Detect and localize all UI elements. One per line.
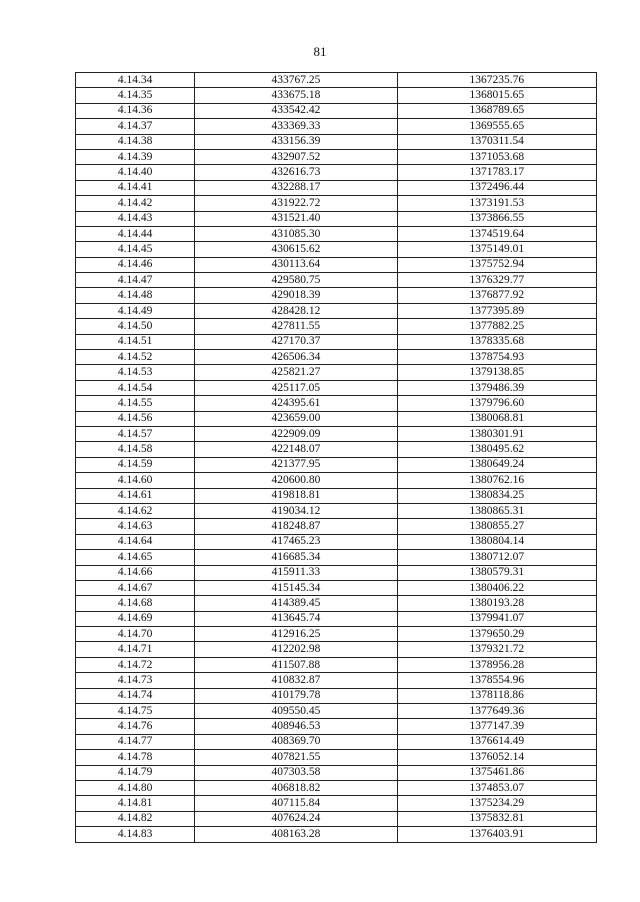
point-id-cell: 4.14.63 [76,519,195,534]
table-row [76,827,597,842]
y-coordinate-cell: 1380804.14 [397,534,596,549]
x-coordinate-cell: 412916.25 [195,627,397,642]
table-row [76,242,597,257]
y-coordinate-cell: 1379321.72 [397,642,596,657]
point-id-cell: 4.14.62 [76,503,195,518]
y-coordinate-cell: 1375832.81 [397,811,596,826]
table-row [76,673,597,688]
x-coordinate-cell: 416685.34 [195,550,397,565]
x-coordinate-cell: 410179.78 [195,688,397,703]
table-row [76,226,597,241]
point-id-cell: 4.14.54 [76,380,195,395]
table-row [76,765,597,780]
coordinates-table-body [76,73,597,843]
table-row [76,657,597,672]
point-id-cell: 4.14.53 [76,365,195,380]
x-coordinate-cell: 432907.52 [195,149,397,164]
table-row [76,334,597,349]
x-coordinate-cell: 427811.55 [195,319,397,334]
point-id-cell: 4.14.47 [76,273,195,288]
y-coordinate-cell: 1380834.25 [397,488,596,503]
y-coordinate-cell: 1373191.53 [397,196,596,211]
point-id-cell: 4.14.73 [76,673,195,688]
table-row [76,642,597,657]
x-coordinate-cell: 433675.18 [195,88,397,103]
y-coordinate-cell: 1376052.14 [397,750,596,765]
y-coordinate-cell: 1379486.39 [397,380,596,395]
x-coordinate-cell: 407624.24 [195,811,397,826]
x-coordinate-cell: 418248.87 [195,519,397,534]
x-coordinate-cell: 432288.17 [195,180,397,195]
point-id-cell: 4.14.44 [76,226,195,241]
y-coordinate-cell: 1371783.17 [397,165,596,180]
point-id-cell: 4.14.41 [76,180,195,195]
point-id-cell: 4.14.76 [76,719,195,734]
table-row [76,565,597,580]
x-coordinate-cell: 407821.55 [195,750,397,765]
table-row [76,73,597,88]
table-row [76,288,597,303]
x-coordinate-cell: 413645.74 [195,611,397,626]
x-coordinate-cell: 407115.84 [195,796,397,811]
point-id-cell: 4.14.70 [76,627,195,642]
table-row [76,796,597,811]
table-row [76,580,597,595]
point-id-cell: 4.14.81 [76,796,195,811]
x-coordinate-cell: 433156.39 [195,134,397,149]
point-id-cell: 4.14.79 [76,765,195,780]
table-row [76,180,597,195]
point-id-cell: 4.14.65 [76,550,195,565]
x-coordinate-cell: 417465.23 [195,534,397,549]
x-coordinate-cell: 408369.70 [195,734,397,749]
y-coordinate-cell: 1380762.16 [397,473,596,488]
table-row [76,380,597,395]
table-row [76,134,597,149]
x-coordinate-cell: 409550.45 [195,704,397,719]
y-coordinate-cell: 1379138.85 [397,365,596,380]
x-coordinate-cell: 411507.88 [195,657,397,672]
x-coordinate-cell: 433767.25 [195,73,397,88]
y-coordinate-cell: 1377649.36 [397,704,596,719]
table-row [76,257,597,272]
table-row [76,273,597,288]
point-id-cell: 4.14.68 [76,596,195,611]
table-row [76,88,597,103]
y-coordinate-cell: 1380068.81 [397,411,596,426]
point-id-cell: 4.14.34 [76,73,195,88]
point-id-cell: 4.14.42 [76,196,195,211]
x-coordinate-cell: 427170.37 [195,334,397,349]
y-coordinate-cell: 1378118.86 [397,688,596,703]
point-id-cell: 4.14.72 [76,657,195,672]
point-id-cell: 4.14.74 [76,688,195,703]
point-id-cell: 4.14.46 [76,257,195,272]
point-id-cell: 4.14.80 [76,780,195,795]
y-coordinate-cell: 1371053.68 [397,149,596,164]
table-row [76,211,597,226]
point-id-cell: 4.14.67 [76,580,195,595]
y-coordinate-cell: 1375234.29 [397,796,596,811]
point-id-cell: 4.14.36 [76,103,195,118]
x-coordinate-cell: 410832.87 [195,673,397,688]
table-row [76,734,597,749]
table-row [76,704,597,719]
table-row [76,780,597,795]
point-id-cell: 4.14.51 [76,334,195,349]
point-id-cell: 4.14.78 [76,750,195,765]
y-coordinate-cell: 1376329.77 [397,273,596,288]
table-row [76,196,597,211]
coordinates-table [75,72,597,843]
table-row [76,396,597,411]
x-coordinate-cell: 408946.53 [195,719,397,734]
table-row [76,319,597,334]
x-coordinate-cell: 432616.73 [195,165,397,180]
point-id-cell: 4.14.35 [76,88,195,103]
y-coordinate-cell: 1375149.01 [397,242,596,257]
x-coordinate-cell: 414389.45 [195,596,397,611]
y-coordinate-cell: 1378335.68 [397,334,596,349]
point-id-cell: 4.14.66 [76,565,195,580]
x-coordinate-cell: 430615.62 [195,242,397,257]
y-coordinate-cell: 1380579.31 [397,565,596,580]
table-row [76,119,597,134]
y-coordinate-cell: 1380649.24 [397,457,596,472]
x-coordinate-cell: 408163.28 [195,827,397,842]
table-row [76,426,597,441]
table-row [76,488,597,503]
y-coordinate-cell: 1379650.29 [397,627,596,642]
x-coordinate-cell: 433369.33 [195,119,397,134]
table-row [76,550,597,565]
table-row [76,534,597,549]
point-id-cell: 4.14.75 [76,704,195,719]
table-row [76,627,597,642]
x-coordinate-cell: 415145.34 [195,580,397,595]
point-id-cell: 4.14.49 [76,303,195,318]
y-coordinate-cell: 1377395.89 [397,303,596,318]
y-coordinate-cell: 1375461.86 [397,765,596,780]
point-id-cell: 4.14.59 [76,457,195,472]
point-id-cell: 4.14.58 [76,442,195,457]
x-coordinate-cell: 426506.34 [195,350,397,365]
x-coordinate-cell: 412202.98 [195,642,397,657]
x-coordinate-cell: 430113.64 [195,257,397,272]
y-coordinate-cell: 1380865.31 [397,503,596,518]
table-row [76,519,597,534]
point-id-cell: 4.14.40 [76,165,195,180]
table-row [76,442,597,457]
y-coordinate-cell: 1370311.54 [397,134,596,149]
y-coordinate-cell: 1367235.76 [397,73,596,88]
x-coordinate-cell: 428428.12 [195,303,397,318]
point-id-cell: 4.14.39 [76,149,195,164]
x-coordinate-cell: 420600.80 [195,473,397,488]
y-coordinate-cell: 1368789.65 [397,103,596,118]
table-row [76,719,597,734]
y-coordinate-cell: 1379796.60 [397,396,596,411]
point-id-cell: 4.14.56 [76,411,195,426]
y-coordinate-cell: 1368015.65 [397,88,596,103]
x-coordinate-cell: 423659.00 [195,411,397,426]
point-id-cell: 4.14.52 [76,350,195,365]
table-row [76,611,597,626]
table-row [76,411,597,426]
table-row [76,457,597,472]
table-row [76,750,597,765]
point-id-cell: 4.14.61 [76,488,195,503]
y-coordinate-cell: 1372496.44 [397,180,596,195]
y-coordinate-cell: 1378754.93 [397,350,596,365]
x-coordinate-cell: 421377.95 [195,457,397,472]
y-coordinate-cell: 1375752.94 [397,257,596,272]
y-coordinate-cell: 1378554.96 [397,673,596,688]
x-coordinate-cell: 429018.39 [195,288,397,303]
point-id-cell: 4.14.45 [76,242,195,257]
table-row [76,596,597,611]
y-coordinate-cell: 1380495.62 [397,442,596,457]
x-coordinate-cell: 424395.61 [195,396,397,411]
point-id-cell: 4.14.48 [76,288,195,303]
point-id-cell: 4.14.82 [76,811,195,826]
x-coordinate-cell: 406818.82 [195,780,397,795]
y-coordinate-cell: 1377882.25 [397,319,596,334]
x-coordinate-cell: 431521.40 [195,211,397,226]
table-row [76,350,597,365]
x-coordinate-cell: 415911.33 [195,565,397,580]
x-coordinate-cell: 419818.81 [195,488,397,503]
point-id-cell: 4.14.38 [76,134,195,149]
table-row [76,149,597,164]
table-row [76,365,597,380]
table-row [76,503,597,518]
y-coordinate-cell: 1376877.92 [397,288,596,303]
point-id-cell: 4.14.64 [76,534,195,549]
point-id-cell: 4.14.37 [76,119,195,134]
point-id-cell: 4.14.83 [76,827,195,842]
x-coordinate-cell: 425117.05 [195,380,397,395]
point-id-cell: 4.14.57 [76,426,195,441]
y-coordinate-cell: 1378956.28 [397,657,596,672]
x-coordinate-cell: 419034.12 [195,503,397,518]
point-id-cell: 4.14.77 [76,734,195,749]
table-row [76,103,597,118]
point-id-cell: 4.14.50 [76,319,195,334]
point-id-cell: 4.14.55 [76,396,195,411]
x-coordinate-cell: 422148.07 [195,442,397,457]
x-coordinate-cell: 425821.27 [195,365,397,380]
x-coordinate-cell: 422909.09 [195,426,397,441]
y-coordinate-cell: 1369555.65 [397,119,596,134]
table-row [76,303,597,318]
y-coordinate-cell: 1379941.07 [397,611,596,626]
point-id-cell: 4.14.69 [76,611,195,626]
y-coordinate-cell: 1373866.55 [397,211,596,226]
x-coordinate-cell: 407303.58 [195,765,397,780]
x-coordinate-cell: 433542.42 [195,103,397,118]
y-coordinate-cell: 1374519.64 [397,226,596,241]
point-id-cell: 4.14.60 [76,473,195,488]
y-coordinate-cell: 1377147.39 [397,719,596,734]
x-coordinate-cell: 431085.30 [195,226,397,241]
table-row [76,165,597,180]
table-row [76,688,597,703]
y-coordinate-cell: 1376614.49 [397,734,596,749]
y-coordinate-cell: 1374853.07 [397,780,596,795]
y-coordinate-cell: 1380855.27 [397,519,596,534]
y-coordinate-cell: 1380712.07 [397,550,596,565]
y-coordinate-cell: 1380301.91 [397,426,596,441]
y-coordinate-cell: 1380193.28 [397,596,596,611]
table-row [76,811,597,826]
x-coordinate-cell: 431922.72 [195,196,397,211]
table-row [76,473,597,488]
y-coordinate-cell: 1380406.22 [397,580,596,595]
point-id-cell: 4.14.43 [76,211,195,226]
x-coordinate-cell: 429580.75 [195,273,397,288]
y-coordinate-cell: 1376403.91 [397,827,596,842]
point-id-cell: 4.14.71 [76,642,195,657]
page-number: 81 [313,44,327,59]
